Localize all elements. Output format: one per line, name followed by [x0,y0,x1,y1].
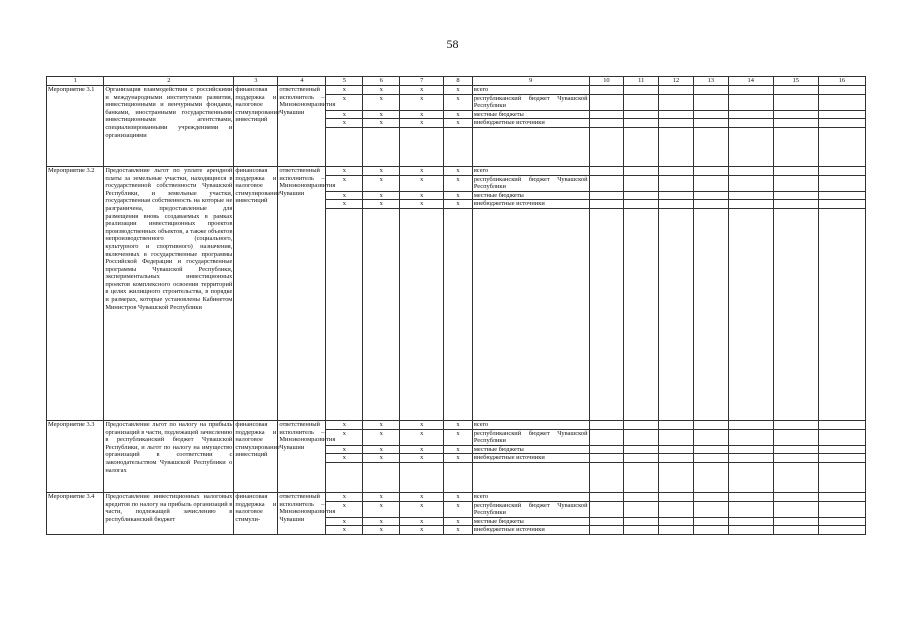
measure-executor: ответственный исполнитель – Минэкономразвития Чувашии [278,420,326,492]
table-row [47,166,866,175]
mark-cell: х [400,110,444,119]
mark-cell: х [363,175,400,191]
column-header: 5 [326,77,363,86]
column-header: 16 [818,77,865,86]
source-cell: всего [472,86,589,95]
mark-cell: х [400,429,444,445]
measure-label: Мероприятие 3.1 [47,86,104,167]
source-cell: всего [472,492,589,501]
mark-cell: х [400,454,444,463]
source-cell: республиканский бюджет Чувашской Республики [473,429,588,445]
mark-cell: х [326,492,363,501]
measure-executor: ответственный исполнитель – Минэкономразвития Чувашии [278,492,326,534]
column-header: 15 [773,77,818,86]
source-cell: всего [472,420,589,429]
mark-cell: х [363,200,400,209]
mark-cell: х [444,492,473,501]
column-header: 14 [728,77,773,86]
source-cell: местные бюджеты [472,445,589,454]
mark-cell: х [326,175,363,191]
mark-cell: х [363,445,400,454]
mark-cell: х [363,119,400,128]
column-header: 2 [104,77,234,86]
measure-support: финансовая поддержка и налоговое стимули- [234,492,278,534]
mark-cell: х [444,501,473,517]
header-row [47,77,866,86]
measure-block-3-3 [47,420,866,492]
mark-cell: х [363,110,400,119]
page-number: 58 [446,37,459,51]
measure-block-3-1 [47,86,866,167]
source-cell: внебюджетные источники [472,200,589,209]
mark-cell: х [326,166,363,175]
mark-cell: х [326,191,363,200]
mark-cell: х [363,191,400,200]
source-cell: республиканский бюджет Чувашской Республики [473,94,588,110]
mark-cell: х [400,200,444,209]
table-row [47,420,866,429]
column-header: 13 [693,77,728,86]
mark-cell: х [326,501,363,517]
measure-executor: ответственный исполнитель – Минэкономразвития Чувашии [278,166,326,420]
mark-cell: х [444,166,473,175]
mark-cell: х [363,501,400,517]
mark-cell: х [400,175,444,191]
column-header: 12 [659,77,694,86]
mark-cell: х [400,501,444,517]
column-header: 3 [234,77,278,86]
measure-label: Мероприятие 3.2 [47,166,104,420]
source-cell: местные бюджеты [472,191,589,200]
mark-cell: х [363,492,400,501]
mark-cell: х [400,420,444,429]
measure-block-3-4 [47,492,866,534]
source-cell: местные бюджеты [472,110,589,119]
column-header: 11 [624,77,659,86]
mark-cell: х [444,517,473,526]
measure-support: финансовая поддержка и налоговое стимулирование инвестиций [234,166,278,420]
column-header: 1 [47,77,104,86]
source-cell: республиканский бюджет Чувашской Республики [473,175,588,191]
measure-description: Предоставление инвестиционных налоговых кредитов по налогу на прибыль организаций в части, подлежащей зачислению в республиканский бюджет [104,492,234,534]
mark-cell: х [363,454,400,463]
mark-cell: х [444,110,473,119]
column-header: 10 [589,77,624,86]
mark-cell: х [444,429,473,445]
measure-executor: ответственный исполнитель – Минэкономразвития Чувашии [278,86,326,167]
source-cell: республиканский бюджет Чувашской Республики [473,501,588,517]
mark-cell: х [444,445,473,454]
mark-cell: х [400,119,444,128]
measure-description: Предоставление льгот по уплате арендной платы за земельные участки, находящиеся в государственной собственности Чувашской Республики, и земельные участки, государственная собственность на которые не разграничена, предоставленные для размещения вновь создаваемых в рамках реализации инвестиционных проектов производственных объектов, а также объектов непроизводственного (социального, культурного и спортивного) назначения, включенных в государственные программы Российской Федерации и государственные программы Чувашской Республики, экспериментальных инвестиционных проектов комплексного освоения территорий в целях жилищного строительства, в порядке и размерах, которые установлены Кабинетом Министров Чувашской Республики [104,166,234,420]
measure-description: Организация взаимодействия с российскими и международными институтами развития, инвестиционными и венчурными фондами, банками, иностранными государственными инвестиционными агентствами, специализированными учреждениями и организациями [104,86,234,167]
mark-cell: х [400,86,444,95]
column-header: 7 [400,77,444,86]
mark-cell: х [444,191,473,200]
mark-cell: х [400,94,444,110]
column-header: 6 [363,77,400,86]
column-header: 8 [444,77,473,86]
mark-cell: х [363,429,400,445]
source-cell: всего [472,166,589,175]
mark-cell: х [326,517,363,526]
mark-cell: х [400,526,444,535]
mark-cell: х [326,110,363,119]
mark-cell: х [326,86,363,95]
mark-cell: х [363,166,400,175]
mark-cell: х [326,429,363,445]
mark-cell: х [363,526,400,535]
measure-block-3-2 [47,166,866,420]
measure-support: финансовая поддержка и налоговое стимулирование инвестиций [234,420,278,492]
mark-cell: х [363,420,400,429]
program-table [46,76,866,535]
mark-cell: х [326,420,363,429]
mark-cell: х [444,420,473,429]
mark-cell: х [326,119,363,128]
measure-support: финансовая поддержка и налоговое стимулирование инвестиций [234,86,278,167]
mark-cell: х [363,94,400,110]
mark-cell: х [444,175,473,191]
mark-cell: х [444,526,473,535]
source-cell: внебюджетные источники [472,526,589,535]
mark-cell: х [444,86,473,95]
mark-cell: х [444,454,473,463]
mark-cell: х [400,445,444,454]
mark-cell: х [326,526,363,535]
table-row [47,492,866,501]
source-cell: внебюджетные источники [472,454,589,463]
mark-cell: х [444,94,473,110]
column-header: 9 [472,77,589,86]
measure-description: Предоставление льгот по налогу на прибыль организаций в части, подлежащей зачислению в республиканский бюджет Чувашской Республики, и льгот по налогу на имущество организаций в соответствии с законодательством Чувашской Республики о налогах [104,420,234,492]
mark-cell: х [326,200,363,209]
measure-label: Мероприятие 3.4 [47,492,104,534]
mark-cell: х [363,86,400,95]
source-cell: местные бюджеты [472,517,589,526]
mark-cell: х [326,445,363,454]
mark-cell: х [400,166,444,175]
mark-cell: х [326,454,363,463]
mark-cell: х [363,517,400,526]
column-header: 4 [278,77,326,86]
table-row [47,86,866,95]
mark-cell: х [326,94,363,110]
measure-label: Мероприятие 3.3 [47,420,104,492]
source-cell: внебюджетные источники [472,119,589,128]
mark-cell: х [444,119,473,128]
mark-cell: х [444,200,473,209]
mark-cell: х [400,191,444,200]
mark-cell: х [400,517,444,526]
mark-cell: х [400,492,444,501]
